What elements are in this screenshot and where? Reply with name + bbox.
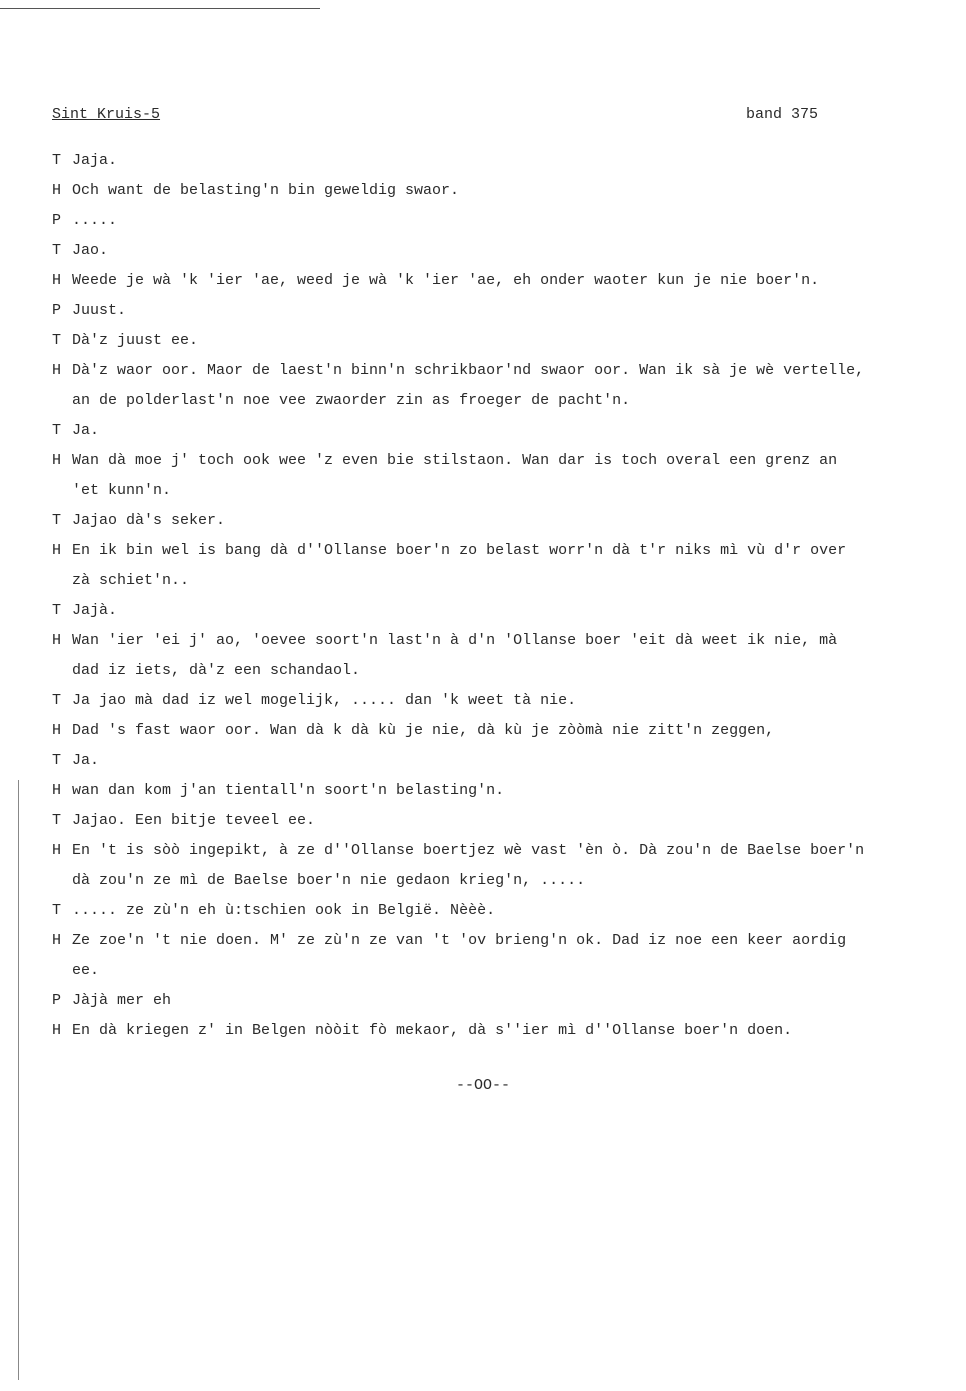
transcript (52, 146, 957, 1046)
utterance-text (72, 746, 957, 776)
utterance-line: Jao. (72, 242, 109, 259)
speaker-label: T (52, 152, 62, 169)
document-title: Sint Kruis-5 (52, 106, 161, 123)
utterance-line: dad iz iets, dà'z een schandaol. (72, 662, 361, 679)
utterance (52, 836, 957, 896)
speaker-label: H (52, 932, 62, 949)
utterance (52, 296, 957, 326)
utterance (52, 446, 957, 506)
utterance (52, 176, 957, 206)
utterance-line: 'et kunn'n. (72, 482, 172, 499)
utterance-text (72, 206, 957, 236)
page-header (52, 106, 818, 130)
utterance-line: Wan 'ier 'ei j' ao, 'oevee soort'n last'n à d'n 'Ollanse boer 'eit dà weet ik nie, mà (72, 632, 838, 649)
utterance (52, 926, 957, 986)
utterance-text (72, 686, 957, 716)
utterance (52, 536, 957, 596)
utterance-text (72, 356, 957, 416)
utterance-text (72, 596, 957, 626)
utterance (52, 686, 957, 716)
utterance (52, 746, 957, 776)
utterance-text (72, 146, 957, 176)
speaker-label: T (52, 602, 62, 619)
utterance-line: Ze zoe'n 't nie doen. M' ze zù'n ze van 't 'ov brieng'n ok. Dad iz noe een keer aordig (72, 932, 847, 949)
speaker-label: T (52, 902, 62, 919)
speaker-label: P (52, 212, 62, 229)
utterance (52, 716, 957, 746)
utterance-text (72, 176, 957, 206)
utterance-text (72, 506, 957, 536)
top-rule (0, 8, 320, 9)
utterance-text (72, 536, 957, 596)
utterance-text (72, 836, 957, 896)
utterance (52, 236, 957, 266)
speaker-label: P (52, 992, 62, 1009)
utterance-text (72, 716, 957, 746)
speaker-label: H (52, 452, 62, 469)
utterance (52, 896, 957, 926)
utterance (52, 626, 957, 686)
speaker-label: H (52, 722, 62, 739)
utterance (52, 806, 957, 836)
utterance (52, 986, 957, 1016)
utterance-text (72, 266, 957, 296)
utterance-text (72, 926, 957, 986)
utterance-line: ..... (72, 212, 118, 229)
speaker-label: H (52, 182, 62, 199)
utterance-line: Ja. (72, 752, 100, 769)
utterance-text (72, 896, 957, 926)
utterance (52, 146, 957, 176)
utterance-text (72, 776, 957, 806)
utterance-line: Jajà. (72, 602, 118, 619)
utterance-line: wan dan kom j'an tientall'n soort'n belasting'n. (72, 782, 505, 799)
utterance-line: an de polderlast'n noe vee zwaorder zin as froeger de pacht'n. (72, 392, 631, 409)
utterance-line: Jajao dà's seker. (72, 512, 226, 529)
utterance (52, 206, 957, 236)
utterance-line: Ja. (72, 422, 100, 439)
speaker-label: T (52, 692, 62, 709)
utterance (52, 506, 957, 536)
utterance (52, 1016, 957, 1046)
utterance-line: Dà'z waor oor. Maor de laest'n binn'n schrikbaor'nd swaor oor. Wan ik sà je wè vertelle, (72, 362, 865, 379)
utterance-line: Jàjà mer eh (72, 992, 172, 1009)
speaker-label: H (52, 272, 62, 289)
utterance-line: Jaja. (72, 152, 118, 169)
utterance (52, 356, 957, 416)
speaker-label: T (52, 332, 62, 349)
speaker-label: H (52, 1022, 62, 1039)
utterance-line: En ik bin wel is bang dà d''Ollanse boer'n zo belast worr'n dà t'r niks mì vù d'r over (72, 542, 847, 559)
speaker-label: H (52, 542, 62, 559)
end-marker: --OO-- (455, 1077, 510, 1094)
utterance (52, 416, 957, 446)
speaker-label: H (52, 842, 62, 859)
utterance-text (72, 296, 957, 326)
utterance-text (72, 446, 957, 506)
utterance-text (72, 1016, 957, 1046)
utterance (52, 266, 957, 296)
speaker-label: H (52, 782, 62, 799)
speaker-label: T (52, 422, 62, 439)
utterance-line: Weede je wà 'k 'ier 'ae, weed je wà 'k 'ier 'ae, eh onder waoter kun je nie boer'n. (72, 272, 820, 289)
utterance-text (72, 986, 957, 1016)
utterance (52, 596, 957, 626)
utterance-text (72, 626, 957, 686)
utterance-line: En dà kriegen z' in Belgen nòòit fò mekaor, dà s''ier mì d''Ollanse boer'n doen. (72, 1022, 793, 1039)
utterance-line: En 't is sòò ingepikt, à ze d''Ollanse boertjez wè vast 'èn ò. Dà zou'n de Baelse boer'n (72, 842, 865, 859)
utterance-line: zà schiet'n.. (72, 572, 190, 589)
utterance-line: Dà'z juust ee. (72, 332, 199, 349)
speaker-label: T (52, 752, 62, 769)
speaker-label: T (52, 242, 62, 259)
utterance-text (72, 416, 957, 446)
utterance-line: dà zou'n ze mì de Baelse boer'n nie gedaon krieg'n, ..... (72, 872, 586, 889)
utterance (52, 326, 957, 356)
utterance-line: Ja jao mà dad iz wel mogelijk, ..... dan 'k weet tà nie. (72, 692, 577, 709)
utterance-line: Och want de belasting'n bin geweldig swaor. (72, 182, 460, 199)
utterance-line: ee. (72, 962, 100, 979)
utterance-text (72, 806, 957, 836)
speaker-label: H (52, 362, 62, 379)
utterance-line: ..... ze zù'n eh ù:tschien ook in België. Nèèè. (72, 902, 496, 919)
utterance-line: Juust. (72, 302, 127, 319)
utterance-text (72, 326, 957, 356)
utterance-line: Dad 's fast waor oor. Wan dà k dà kù je nie, dà kù je zòòmà nie zitt'n zeggen, (72, 722, 775, 739)
speaker-label: T (52, 512, 62, 529)
utterance-line: Wan dà moe j' toch ook wee 'z even bie stilstaon. Wan dar is toch overal een grenz an (72, 452, 838, 469)
band-number: band 375 (745, 106, 818, 123)
utterance-text (72, 236, 957, 266)
utterance (52, 776, 957, 806)
speaker-label: H (52, 632, 62, 649)
speaker-label: P (52, 302, 62, 319)
speaker-label: T (52, 812, 62, 829)
utterance-line: Jajao. Een bitje teveel ee. (72, 812, 316, 829)
